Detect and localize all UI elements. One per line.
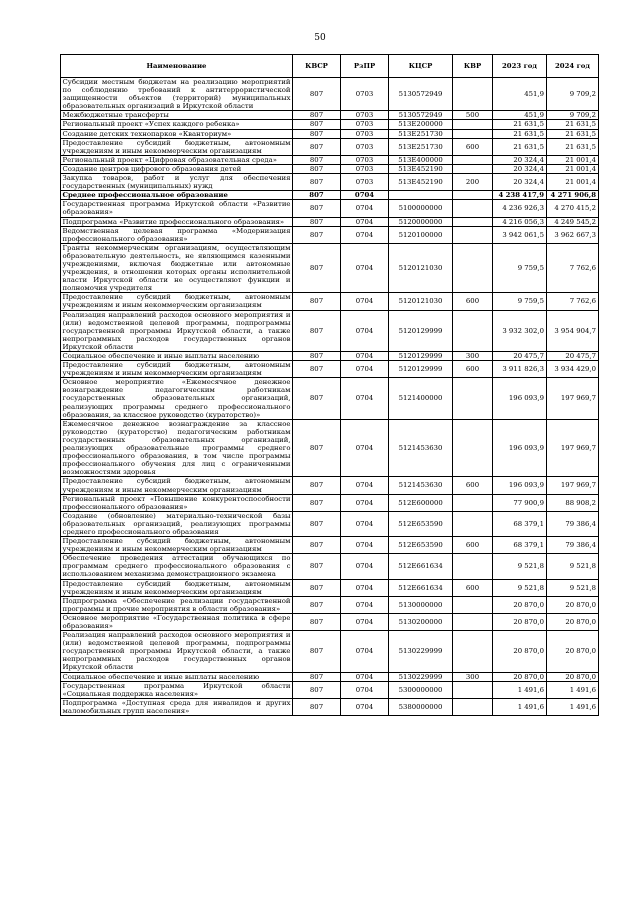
table-row (61, 631, 599, 672)
table-row (61, 78, 599, 111)
row-kcsr: 513E452190 (389, 164, 453, 173)
row-name: Среднее профессиональное образование (61, 191, 293, 200)
row-value-2024: 79 386,4 (547, 537, 599, 554)
table-row (61, 579, 599, 596)
row-rzpr: 0703 (341, 120, 389, 129)
row-kvr (453, 191, 493, 200)
row-value-2023: 1 491,6 (493, 698, 547, 715)
row-kvsr: 807 (293, 191, 341, 200)
row-kcsr: 512E653590 (389, 537, 453, 554)
row-kvr (453, 494, 493, 511)
row-name: Региональный проект «Повышение конкурентоспособности профессионального образования» (62, 494, 291, 511)
row-value-2023: 20 870,0 (493, 596, 547, 613)
table-row (61, 681, 599, 698)
row-value-2024: 20 475,7 (547, 352, 599, 361)
row-name: Реализация направлений расходов основного мероприятия и (или) ведомственной целевой программы, подпрограммы государственной программы Иркутской области, а также непрограммных расходов государственных органов Иркутской области (62, 631, 291, 672)
row-rzpr: 0704 (341, 631, 389, 672)
row-rzpr: 0704 (341, 537, 389, 554)
row-rzpr: 0704 (341, 352, 389, 361)
row-kvr: 300 (453, 672, 493, 681)
table-row (61, 378, 599, 419)
row-kvsr: 807 (293, 243, 341, 293)
row-name: Предоставление субсидий бюджетным, автономным учреждениям и иным некоммерческим организациям (62, 361, 291, 378)
row-value-2023: 1 491,6 (493, 681, 547, 698)
row-kvsr: 807 (293, 494, 341, 511)
col-header-kvr: КВР (453, 55, 493, 78)
row-value-2024: 7 762,6 (547, 243, 599, 293)
row-kvr: 300 (453, 352, 493, 361)
row-value-2023: 3 911 826,3 (493, 361, 547, 378)
row-value-2023: 20 870,0 (493, 631, 547, 672)
col-header-2024: 2024 год (547, 55, 599, 78)
row-value-2023: 20 324,4 (493, 174, 547, 191)
row-kvsr: 807 (293, 111, 341, 120)
table-row (61, 613, 599, 630)
table-row (61, 226, 599, 243)
row-kvsr: 807 (293, 310, 341, 351)
table-row (61, 129, 599, 138)
row-value-2024: 4 249 545,2 (547, 217, 599, 226)
row-kvr: 600 (453, 138, 493, 155)
row-value-2024: 21 001,4 (547, 155, 599, 164)
table-row (61, 120, 599, 129)
row-value-2023: 77 900,9 (493, 494, 547, 511)
row-kcsr: 5120129999 (389, 361, 453, 378)
row-value-2024: 7 762,6 (547, 293, 599, 310)
budget-table (60, 54, 599, 716)
row-name: Реализация направлений расходов основного мероприятия и (или) ведомственной целевой программы, подпрограммы государственной программы Иркутской области, а также непрограммных расходов государственных органов Иркутской области (62, 310, 291, 351)
row-kcsr: 512E661634 (389, 554, 453, 579)
row-kcsr: 5120129999 (389, 352, 453, 361)
row-name: Подпрограмма «Доступная среда для инвалидов и других маломобильных групп населения» (62, 698, 291, 715)
row-kcsr: 5130229999 (389, 631, 453, 672)
row-kcsr: 5100000000 (389, 200, 453, 217)
row-kvr (453, 155, 493, 164)
row-value-2024: 21 631,5 (547, 120, 599, 129)
table-row (61, 419, 599, 477)
row-name: Региональный проект «Успех каждого ребенка» (61, 120, 293, 129)
row-kvr (453, 596, 493, 613)
row-kvsr: 807 (293, 155, 341, 164)
row-rzpr: 0704 (341, 579, 389, 596)
row-value-2023: 20 870,0 (493, 672, 547, 681)
row-value-2024: 9 709,2 (547, 78, 599, 111)
row-value-2024: 21 001,4 (547, 174, 599, 191)
row-kvr: 200 (453, 174, 493, 191)
row-kcsr: 5121453630 (389, 477, 453, 494)
table-row (61, 537, 599, 554)
row-kcsr: 512E661634 (389, 579, 453, 596)
row-kvsr: 807 (293, 120, 341, 129)
row-rzpr: 0704 (341, 681, 389, 698)
row-kvsr: 807 (293, 672, 341, 681)
col-header-2023: 2023 год (493, 55, 547, 78)
row-value-2023: 451,9 (493, 111, 547, 120)
table-row (61, 310, 599, 351)
row-value-2024: 21 631,5 (547, 138, 599, 155)
row-kvsr: 807 (293, 631, 341, 672)
row-kcsr: 5120121030 (389, 293, 453, 310)
row-kvsr: 807 (293, 217, 341, 226)
row-kcsr: 5130572949 (389, 111, 453, 120)
table-row (61, 111, 599, 120)
row-kvsr: 807 (293, 174, 341, 191)
row-rzpr: 0704 (341, 293, 389, 310)
row-kcsr: 513E400000 (389, 155, 453, 164)
row-kcsr: 5120100000 (389, 226, 453, 243)
row-name: Субсидии местным бюджетам на реализацию мероприятий по соблюдению требований к антитеррористической защищенности объектов (территорий) муниципальных образовательных организаций в Иркутской области (62, 78, 291, 111)
row-kvr (453, 631, 493, 672)
page-number: 50 (314, 33, 326, 43)
table-row (61, 243, 599, 293)
row-value-2024: 21 001,4 (547, 164, 599, 173)
row-name: Предоставление субсидий бюджетным, автономным учреждениям и иным некоммерческим организациям (62, 138, 291, 155)
row-name: Межбюджетные трансферты (61, 111, 293, 120)
row-value-2024: 4 271 906,8 (547, 191, 599, 200)
row-rzpr: 0704 (341, 511, 389, 536)
row-value-2023: 20 324,4 (493, 164, 547, 173)
row-kcsr: 512E600000 (389, 494, 453, 511)
row-value-2023: 68 379,1 (493, 537, 547, 554)
row-kvr: 600 (453, 361, 493, 378)
row-name: Ведомственная целевая программа «Модернизация профессионального образования» (62, 226, 291, 243)
row-kcsr: 5121453630 (389, 419, 453, 477)
row-kvr (453, 226, 493, 243)
table-row (61, 164, 599, 173)
row-rzpr: 0703 (341, 164, 389, 173)
col-header-name: Наименование (61, 55, 293, 78)
row-value-2024: 3 954 904,7 (547, 310, 599, 351)
row-value-2023: 68 379,1 (493, 511, 547, 536)
row-value-2023: 9 521,8 (493, 554, 547, 579)
row-kvsr: 807 (293, 698, 341, 715)
row-name: Региональный проект «Цифровая образовательная среда» (61, 155, 293, 164)
row-kvr (453, 310, 493, 351)
row-rzpr: 0703 (341, 138, 389, 155)
row-value-2024: 3 934 429,0 (547, 361, 599, 378)
row-kvsr: 807 (293, 537, 341, 554)
row-kcsr: 5130000000 (389, 596, 453, 613)
table-body (61, 78, 599, 716)
row-kvsr: 807 (293, 511, 341, 536)
row-name: Ежемесячное денежное вознаграждение за классное руководство (кураторство) педагогическим работникам государственных образовательных организаций, реализующих образовательные программы среднего профессионального образования, в том числе программы профессионального обучения для лиц с ограниченными возможностями здоровья (62, 419, 291, 477)
row-rzpr: 0703 (341, 155, 389, 164)
table-row (61, 155, 599, 164)
row-name: Предоставление субсидий бюджетным, автономным учреждениям и иным некоммерческим организациям (62, 579, 291, 596)
row-kvsr: 807 (293, 554, 341, 579)
row-value-2024: 20 870,0 (547, 631, 599, 672)
row-rzpr: 0704 (341, 494, 389, 511)
row-kvsr: 807 (293, 613, 341, 630)
row-value-2023: 20 870,0 (493, 613, 547, 630)
row-name: Основное мероприятие «Ежемесячное денежное вознаграждение педагогическим работникам государственных образовательных организаций, реализующих программы среднего профессионального образования, за классное руководство (кураторство)» (62, 378, 291, 419)
row-value-2024: 4 270 415,2 (547, 200, 599, 217)
row-kvsr: 807 (293, 477, 341, 494)
row-kcsr: 512E653590 (389, 511, 453, 536)
row-kvsr: 807 (293, 596, 341, 613)
table-row (61, 698, 599, 715)
row-kvsr: 807 (293, 200, 341, 217)
row-name: Подпрограмма «Обеспечение реализации государственной программы и прочие мероприятия в области образования» (62, 596, 291, 613)
row-kvsr: 807 (293, 293, 341, 310)
row-kvr: 600 (453, 477, 493, 494)
row-kvsr: 807 (293, 361, 341, 378)
row-value-2023: 20 324,4 (493, 155, 547, 164)
row-name: Государственная программа Иркутской области «Развитие образования» (62, 200, 291, 217)
row-kvr (453, 378, 493, 419)
table-header-row (61, 55, 599, 78)
row-value-2024: 20 870,0 (547, 596, 599, 613)
row-value-2024: 1 491,6 (547, 698, 599, 715)
row-value-2023: 4 216 056,3 (493, 217, 547, 226)
row-name: Создание детских технопарков «Кванториум» (61, 129, 293, 138)
row-rzpr: 0704 (341, 310, 389, 351)
row-kvr (453, 698, 493, 715)
row-value-2023: 3 942 061,5 (493, 226, 547, 243)
row-name: Социальное обеспечение и иные выплаты населению (61, 352, 293, 361)
row-value-2024: 79 386,4 (547, 511, 599, 536)
row-kvr (453, 554, 493, 579)
row-value-2024: 88 908,2 (547, 494, 599, 511)
row-value-2024: 20 870,0 (547, 672, 599, 681)
row-value-2023: 21 631,5 (493, 138, 547, 155)
row-value-2023: 3 932 302,0 (493, 310, 547, 351)
row-kvr (453, 200, 493, 217)
row-kvr (453, 78, 493, 111)
row-value-2023: 21 631,5 (493, 129, 547, 138)
row-kvsr: 807 (293, 138, 341, 155)
row-kcsr: 5380000000 (389, 698, 453, 715)
row-kvr: 500 (453, 111, 493, 120)
row-kvr (453, 217, 493, 226)
table-row (61, 361, 599, 378)
row-rzpr: 0704 (341, 361, 389, 378)
row-kvr: 600 (453, 537, 493, 554)
row-value-2023: 9 521,8 (493, 579, 547, 596)
row-name: Основное мероприятие «Государственная политика в сфере образования» (62, 613, 291, 630)
row-kcsr: 5130229999 (389, 672, 453, 681)
row-value-2023: 196 093,9 (493, 477, 547, 494)
table-row (61, 200, 599, 217)
row-kcsr: 5130572949 (389, 78, 453, 111)
row-kvsr: 807 (293, 378, 341, 419)
row-kcsr: 513E251730 (389, 138, 453, 155)
row-value-2023: 4 238 417,9 (493, 191, 547, 200)
row-kvsr: 807 (293, 129, 341, 138)
col-header-kcsr: КЦСР (389, 55, 453, 78)
row-rzpr: 0704 (341, 554, 389, 579)
row-kvr (453, 419, 493, 477)
row-value-2024: 9 521,8 (547, 579, 599, 596)
row-rzpr: 0703 (341, 78, 389, 111)
row-rzpr: 0703 (341, 111, 389, 120)
table-row (61, 174, 599, 191)
row-value-2023: 196 093,9 (493, 378, 547, 419)
row-value-2023: 451,9 (493, 78, 547, 111)
row-kvsr: 807 (293, 352, 341, 361)
col-header-kvsr: КВСР (293, 55, 341, 78)
table-row (61, 596, 599, 613)
row-name: Предоставление субсидий бюджетным, автономным учреждениям и иным некоммерческим организациям (62, 293, 291, 310)
row-value-2024: 21 631,5 (547, 129, 599, 138)
row-kvr (453, 120, 493, 129)
row-rzpr: 0704 (341, 217, 389, 226)
row-name: Подпрограмма «Развитие профессионального образования» (61, 217, 293, 226)
row-rzpr: 0703 (341, 174, 389, 191)
row-kcsr: 5121400000 (389, 378, 453, 419)
row-kcsr (389, 191, 453, 200)
row-value-2024: 197 969,7 (547, 477, 599, 494)
row-kcsr: 513E200000 (389, 120, 453, 129)
table-row (61, 554, 599, 579)
row-kvsr: 807 (293, 419, 341, 477)
row-rzpr: 0704 (341, 243, 389, 293)
row-rzpr: 0704 (341, 698, 389, 715)
row-kcsr: 5130200000 (389, 613, 453, 630)
row-kcsr: 5120129999 (389, 310, 453, 351)
row-rzpr: 0704 (341, 419, 389, 477)
row-kvr (453, 511, 493, 536)
row-value-2024: 1 491,6 (547, 681, 599, 698)
table-row (61, 138, 599, 155)
row-kvsr: 807 (293, 681, 341, 698)
row-rzpr: 0703 (341, 129, 389, 138)
row-kcsr: 5120000000 (389, 217, 453, 226)
row-kvr (453, 681, 493, 698)
row-value-2024: 9 521,8 (547, 554, 599, 579)
row-kcsr: 5300000000 (389, 681, 453, 698)
row-rzpr: 0704 (341, 226, 389, 243)
row-kvsr: 807 (293, 579, 341, 596)
row-kvr (453, 613, 493, 630)
row-name: Предоставление субсидий бюджетным, автономным учреждениям и иным некоммерческим организациям (62, 477, 291, 494)
table-row (61, 511, 599, 536)
row-kvr (453, 129, 493, 138)
row-value-2023: 4 236 926,3 (493, 200, 547, 217)
row-kvr (453, 164, 493, 173)
row-value-2023: 9 759,5 (493, 243, 547, 293)
row-rzpr: 0704 (341, 672, 389, 681)
row-value-2023: 20 475,7 (493, 352, 547, 361)
row-value-2024: 20 870,0 (547, 613, 599, 630)
table-row (61, 191, 599, 200)
row-kvr (453, 243, 493, 293)
row-value-2024: 197 969,7 (547, 419, 599, 477)
row-kvr: 600 (453, 293, 493, 310)
row-kcsr: 513E452190 (389, 174, 453, 191)
table-row (61, 217, 599, 226)
row-name: Закупка товаров, работ и услуг для обеспечения государственных (муниципальных) нужд (62, 174, 291, 191)
row-name: Гранты некоммерческим организациям, осуществляющим образовательную деятельность, не являющимся казенными учреждениями, включая бюджетные или автономные учреждения, в отношении которых органы исполнительной власти Иркутской области не осуществляют функции и полномочия учредителя (62, 243, 291, 293)
row-kvsr: 807 (293, 78, 341, 111)
row-kvr: 600 (453, 579, 493, 596)
table-row (61, 494, 599, 511)
row-rzpr: 0704 (341, 477, 389, 494)
row-name: Государственная программа Иркутской области «Социальная поддержка населения» (62, 681, 291, 698)
row-rzpr: 0704 (341, 596, 389, 613)
table-row (61, 293, 599, 310)
row-value-2024: 3 962 667,3 (547, 226, 599, 243)
row-kvsr: 807 (293, 226, 341, 243)
row-rzpr: 0704 (341, 200, 389, 217)
row-value-2023: 9 759,5 (493, 293, 547, 310)
row-name: Обеспечение проведения аттестации обучающихся по программам среднего профессионального образования с использованием механизма демонстрационного экзамена (62, 554, 291, 579)
row-value-2024: 197 969,7 (547, 378, 599, 419)
table-row (61, 352, 599, 361)
table-row (61, 672, 599, 681)
table-row (61, 477, 599, 494)
row-kcsr: 513E251730 (389, 129, 453, 138)
row-name: Создание центров цифрового образования детей (61, 164, 293, 173)
row-rzpr: 0704 (341, 191, 389, 200)
row-kvsr: 807 (293, 164, 341, 173)
row-kcsr: 5120121030 (389, 243, 453, 293)
row-name: Социальное обеспечение и иные выплаты населению (61, 672, 293, 681)
row-value-2023: 21 631,5 (493, 120, 547, 129)
row-rzpr: 0704 (341, 378, 389, 419)
row-value-2023: 196 093,9 (493, 419, 547, 477)
row-name: Предоставление субсидий бюджетным, автономным учреждениям и иным некоммерческим организациям (62, 537, 291, 554)
col-header-rzpr: РзПР (341, 55, 389, 78)
row-value-2024: 9 709,2 (547, 111, 599, 120)
row-rzpr: 0704 (341, 613, 389, 630)
row-name: Создание (обновление) материально-технической базы образовательных организаций, реализующих программы среднего профессионального образования (62, 511, 291, 536)
